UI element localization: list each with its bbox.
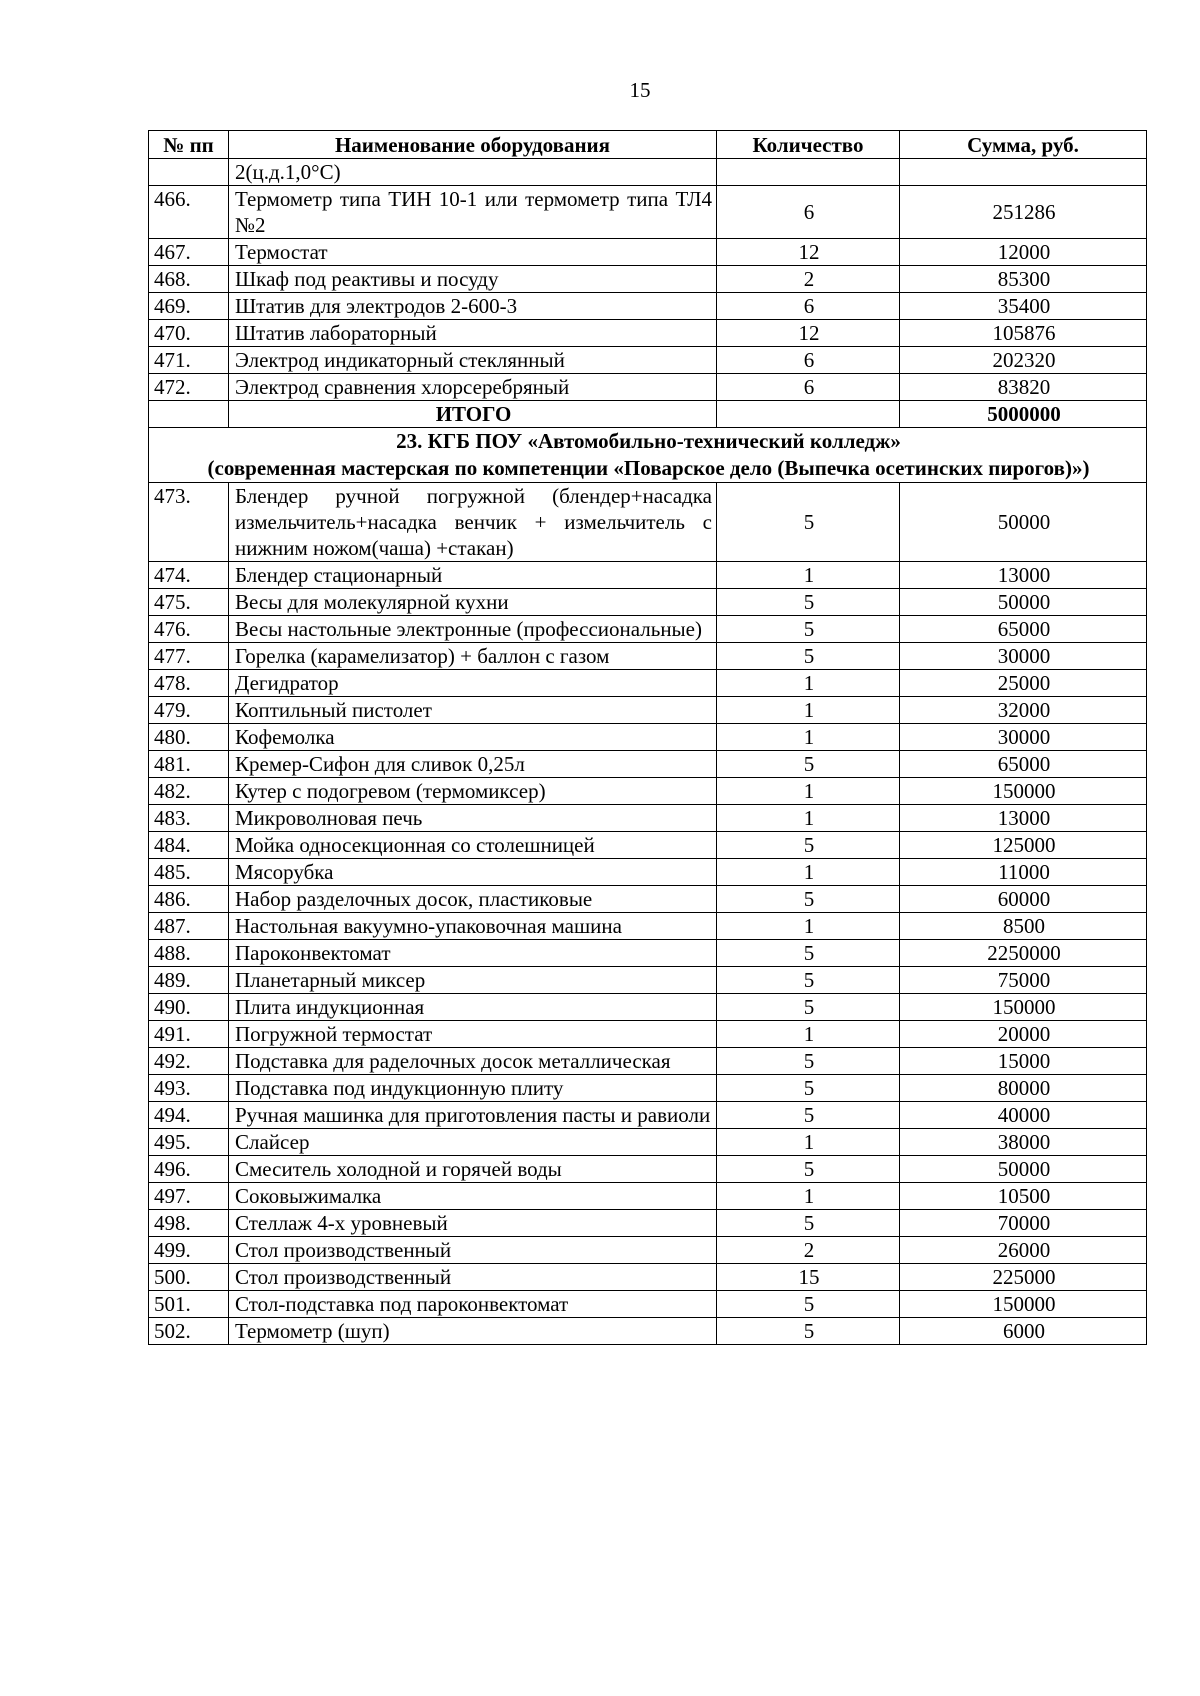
cell-name: Соковыжималка	[229, 1183, 717, 1210]
cell-sum: 40000	[900, 1102, 1147, 1129]
cell-name: Термостат	[229, 239, 717, 266]
cell-num: 477.	[149, 643, 229, 670]
cell-name: Штатив лабораторный	[229, 320, 717, 347]
section-heading	[149, 428, 1147, 483]
table-row	[149, 1129, 1147, 1156]
cell-name: 2(ц.д.1,0°С)	[229, 159, 717, 186]
cell-num: 470.	[149, 320, 229, 347]
cell-sum: 11000	[900, 859, 1147, 886]
cell-sum: 50000	[900, 483, 1147, 562]
section-subtitle: (современная мастерская по компетенции «Поварское дело (Выпечка осетинских пирогов)»)	[207, 456, 1090, 480]
cell-sum: 26000	[900, 1237, 1147, 1264]
cell-sum: 83820	[900, 374, 1147, 401]
cell-qty: 12	[717, 239, 900, 266]
cell-num: 475.	[149, 589, 229, 616]
cell-qty: 1	[717, 724, 900, 751]
cell-qty: 2	[717, 266, 900, 293]
table-row	[149, 293, 1147, 320]
cell-num: 488.	[149, 940, 229, 967]
cell-num: 479.	[149, 697, 229, 724]
table-row	[149, 1291, 1147, 1318]
cell-num: 467.	[149, 239, 229, 266]
cell-name: Стол производственный	[229, 1264, 717, 1291]
table-row	[149, 1156, 1147, 1183]
cell-sum: 65000	[900, 616, 1147, 643]
cell-name: Смеситель холодной и горячей воды	[229, 1156, 717, 1183]
cell-name: Пароконвектомат	[229, 940, 717, 967]
cell-name: Подставка для раделочных досок металлическая	[229, 1048, 717, 1075]
cell-qty: 2	[717, 1237, 900, 1264]
cell-sum: 15000	[900, 1048, 1147, 1075]
table-row	[149, 643, 1147, 670]
cell-num: 495.	[149, 1129, 229, 1156]
cell-sum: 30000	[900, 643, 1147, 670]
table-row	[149, 697, 1147, 724]
cell-num: 481.	[149, 751, 229, 778]
cell-qty: 5	[717, 1048, 900, 1075]
cell-name: Кремер-Сифон для сливок 0,25л	[229, 751, 717, 778]
table-row	[149, 239, 1147, 266]
cell-num: 494.	[149, 1102, 229, 1129]
table-row	[149, 266, 1147, 293]
cell-name: Мясорубка	[229, 859, 717, 886]
cell-sum: 10500	[900, 1183, 1147, 1210]
cell-num: 478.	[149, 670, 229, 697]
header-qty: Количество	[717, 131, 900, 159]
cell-qty: 15	[717, 1264, 900, 1291]
cell-qty: 5	[717, 616, 900, 643]
table-row	[149, 859, 1147, 886]
cell-sum: 30000	[900, 724, 1147, 751]
cell-num: 498.	[149, 1210, 229, 1237]
table-row	[149, 320, 1147, 347]
cell-sum: 150000	[900, 994, 1147, 1021]
cell-name: Стеллаж 4-х уровневый	[229, 1210, 717, 1237]
cell-num: 502.	[149, 1318, 229, 1345]
table-row	[149, 670, 1147, 697]
cell-num: 497.	[149, 1183, 229, 1210]
cell-name: Стол производственный	[229, 1237, 717, 1264]
cell-num: 473.	[149, 483, 229, 562]
cell-sum: 150000	[900, 1291, 1147, 1318]
cell-sum: 125000	[900, 832, 1147, 859]
cell-qty: 5	[717, 994, 900, 1021]
cell-num: 471.	[149, 347, 229, 374]
cell-qty: 6	[717, 347, 900, 374]
cell-sum: 38000	[900, 1129, 1147, 1156]
table-row	[149, 589, 1147, 616]
cell-sum: 225000	[900, 1264, 1147, 1291]
cell-sum: 65000	[900, 751, 1147, 778]
table-total	[149, 401, 1147, 483]
cell-name: Термометр типа ТИН 10-1 или термометр типа ТЛ4 №2	[229, 186, 717, 239]
cell-sum: 251286	[900, 186, 1147, 239]
header-name: Наименование оборудования	[229, 131, 717, 159]
cell-num: 483.	[149, 805, 229, 832]
cell-qty	[717, 401, 900, 428]
table-row	[149, 616, 1147, 643]
cell-name: Подставка под индукционную плиту	[229, 1075, 717, 1102]
table-row	[149, 1102, 1147, 1129]
cell-sum: 202320	[900, 347, 1147, 374]
cell-sum: 8500	[900, 913, 1147, 940]
cell-qty: 1	[717, 1021, 900, 1048]
cell-sum: 105876	[900, 320, 1147, 347]
cell-name: Погружной термостат	[229, 1021, 717, 1048]
table-row	[149, 1237, 1147, 1264]
cell-sum: 80000	[900, 1075, 1147, 1102]
section-heading-row	[149, 428, 1147, 483]
cell-num	[149, 401, 229, 428]
table-row	[149, 1075, 1147, 1102]
cell-qty: 1	[717, 1183, 900, 1210]
cell-num: 480.	[149, 724, 229, 751]
cell-num: 500.	[149, 1264, 229, 1291]
cell-num: 466.	[149, 186, 229, 239]
cell-num: 472.	[149, 374, 229, 401]
cell-qty: 5	[717, 643, 900, 670]
cell-num: 474.	[149, 562, 229, 589]
cell-sum: 150000	[900, 778, 1147, 805]
cell-num: 490.	[149, 994, 229, 1021]
cell-qty: 5	[717, 967, 900, 994]
table-row	[149, 913, 1147, 940]
cell-sum: 75000	[900, 967, 1147, 994]
cell-qty: 5	[717, 832, 900, 859]
cell-qty: 12	[717, 320, 900, 347]
cell-num: 484.	[149, 832, 229, 859]
cell-qty: 5	[717, 589, 900, 616]
cell-num: 501.	[149, 1291, 229, 1318]
cell-sum: 2250000	[900, 940, 1147, 967]
cell-sum: 85300	[900, 266, 1147, 293]
cell-num: 499.	[149, 1237, 229, 1264]
table-row	[149, 347, 1147, 374]
cell-name: Слайсер	[229, 1129, 717, 1156]
cell-qty: 5	[717, 940, 900, 967]
cell-qty: 1	[717, 859, 900, 886]
cell-sum: 50000	[900, 1156, 1147, 1183]
cell-name: Весы для молекулярной кухни	[229, 589, 717, 616]
cell-num: 492.	[149, 1048, 229, 1075]
cell-qty: 5	[717, 483, 900, 562]
cell-num: 489.	[149, 967, 229, 994]
table-body-part-1	[149, 159, 1147, 401]
table-row	[149, 886, 1147, 913]
cell-sum: 32000	[900, 697, 1147, 724]
cell-name: Блендер стационарный	[229, 562, 717, 589]
table-row	[149, 1021, 1147, 1048]
cell-qty: 5	[717, 1318, 900, 1345]
cell-name: Настольная вакуумно-упаковочная машина	[229, 913, 717, 940]
cell-qty: 1	[717, 1129, 900, 1156]
cell-name: Плита индукционная	[229, 994, 717, 1021]
table-row	[149, 778, 1147, 805]
cell-num: 493.	[149, 1075, 229, 1102]
cell-qty	[717, 159, 900, 186]
cell-qty: 1	[717, 562, 900, 589]
cell-qty: 6	[717, 186, 900, 239]
table-row	[149, 374, 1147, 401]
cell-sum: 13000	[900, 805, 1147, 832]
table-row	[149, 186, 1147, 239]
cell-sum: 50000	[900, 589, 1147, 616]
cell-sum: 60000	[900, 886, 1147, 913]
cell-name: Мойка односекционная со столешницей	[229, 832, 717, 859]
cell-sum: 13000	[900, 562, 1147, 589]
table-row	[149, 751, 1147, 778]
cell-qty: 1	[717, 805, 900, 832]
cell-num: 486.	[149, 886, 229, 913]
table-body-part-2	[149, 483, 1147, 1345]
table-row	[149, 832, 1147, 859]
cell-sum: 35400	[900, 293, 1147, 320]
cell-name: Коптильный пистолет	[229, 697, 717, 724]
total-row	[149, 401, 1147, 428]
cell-num: 482.	[149, 778, 229, 805]
section-title: 23. КГБ ПОУ «Автомобильно-технический колледж»	[396, 429, 901, 453]
cell-qty: 1	[717, 778, 900, 805]
table-row	[149, 1183, 1147, 1210]
cell-name: Электрод индикаторный стеклянный	[229, 347, 717, 374]
cell-name: Шкаф под реактивы и посуду	[229, 266, 717, 293]
table-row	[149, 562, 1147, 589]
cell-sum: 6000	[900, 1318, 1147, 1345]
cell-name: Стол-подставка под пароконвектомат	[229, 1291, 717, 1318]
cell-qty: 5	[717, 1210, 900, 1237]
equipment-table	[148, 130, 1147, 1345]
cell-num: 487.	[149, 913, 229, 940]
table-row	[149, 1318, 1147, 1345]
cell-sum	[900, 159, 1147, 186]
cell-name: Термометр (шуп)	[229, 1318, 717, 1345]
table-row	[149, 1048, 1147, 1075]
cell-sum: 25000	[900, 670, 1147, 697]
cell-name: Планетарный миксер	[229, 967, 717, 994]
continuation-row	[149, 159, 1147, 186]
cell-name: Микроволновая печь	[229, 805, 717, 832]
cell-name: Весы настольные электронные (профессиональные)	[229, 616, 717, 643]
cell-qty: 5	[717, 1156, 900, 1183]
cell-sum: 70000	[900, 1210, 1147, 1237]
cell-qty: 5	[717, 1102, 900, 1129]
cell-name: Кофемолка	[229, 724, 717, 751]
cell-name: Штатив для электродов 2-600-3	[229, 293, 717, 320]
cell-name: Горелка (карамелизатор) + баллон с газом	[229, 643, 717, 670]
table-row	[149, 1264, 1147, 1291]
header-sum: Сумма, руб.	[900, 131, 1147, 159]
cell-qty: 6	[717, 374, 900, 401]
cell-num: 476.	[149, 616, 229, 643]
table-row	[149, 483, 1147, 562]
cell-qty: 1	[717, 670, 900, 697]
cell-name: Дегидратор	[229, 670, 717, 697]
cell-qty: 5	[717, 1291, 900, 1318]
cell-qty: 5	[717, 886, 900, 913]
total-sum: 5000000	[900, 401, 1147, 428]
page-number: 15	[629, 78, 651, 102]
total-label: ИТОГО	[229, 401, 717, 428]
cell-name: Блендер ручной погружной (блендер+насадка измельчитель+насадка венчик + измельчитель с нижним ножом(чаша) +стакан)	[229, 483, 717, 562]
cell-sum: 12000	[900, 239, 1147, 266]
cell-name: Ручная машинка для приготовления пасты и равиоли	[229, 1102, 717, 1129]
cell-name: Набор разделочных досок, пластиковые	[229, 886, 717, 913]
cell-name: Кутер с подогревом (термомиксер)	[229, 778, 717, 805]
cell-qty: 1	[717, 697, 900, 724]
cell-sum: 20000	[900, 1021, 1147, 1048]
cell-name: Электрод сравнения хлорсеребряный	[229, 374, 717, 401]
table-row	[149, 967, 1147, 994]
table-row	[149, 994, 1147, 1021]
cell-qty: 1	[717, 913, 900, 940]
cell-qty: 6	[717, 293, 900, 320]
cell-num: 496.	[149, 1156, 229, 1183]
cell-num: 485.	[149, 859, 229, 886]
table-header-row	[149, 131, 1147, 159]
cell-num: 469.	[149, 293, 229, 320]
cell-num: 491.	[149, 1021, 229, 1048]
table-row	[149, 724, 1147, 751]
table-row	[149, 940, 1147, 967]
cell-num: 468.	[149, 266, 229, 293]
table-row	[149, 805, 1147, 832]
header-num: № пп	[149, 131, 229, 159]
cell-qty: 5	[717, 751, 900, 778]
cell-qty: 5	[717, 1075, 900, 1102]
table-row	[149, 1210, 1147, 1237]
cell-num	[149, 159, 229, 186]
